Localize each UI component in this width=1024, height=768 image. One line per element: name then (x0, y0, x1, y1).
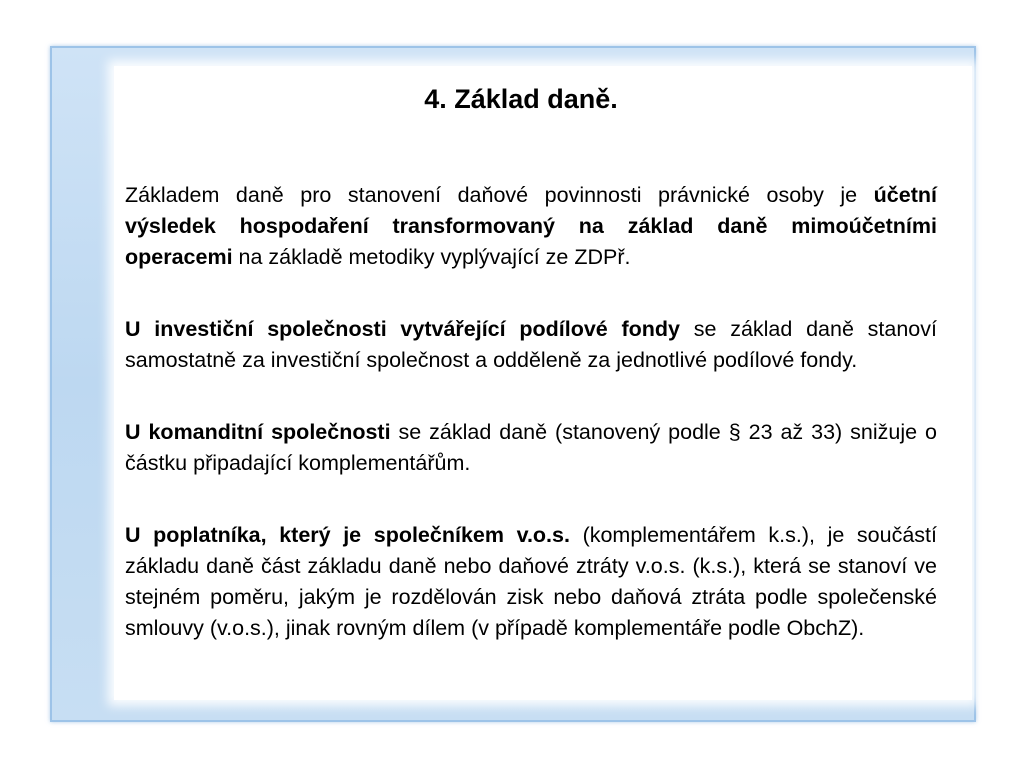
paragraph-emphasis: U poplatníka, který je společníkem v.o.s. (125, 523, 570, 547)
paragraph-text: Základem daně pro stanovení daňové povinnosti právnické osoby je (125, 183, 874, 207)
paragraph-komanditni-spolecnost (125, 417, 937, 479)
paragraph-emphasis: U komanditní společnosti (125, 420, 391, 444)
paragraph-zaklad-dane (125, 180, 937, 273)
paragraph-text: se základ daně (stanovený podle § 23 až 33) snižuje o částku připadající komplementářům. (125, 420, 937, 475)
paragraph-text: se základ daně stanoví samostatně za investiční společnost a odděleně za jednotlivé podílové fondy. (125, 317, 937, 372)
paragraph-text: na základě metodiky vyplývající ze ZDPř. (232, 245, 631, 269)
paragraph-emphasis: U investiční společnosti vytvářející podílové fondy (125, 317, 680, 341)
slide-title: 4. Základ daně. (424, 84, 618, 114)
paragraph-poplatnik-vos (125, 520, 937, 644)
paragraph-emphasis: účetní výsledek hospodaření transformovaný na základ daně mimoúčetními operacemi (125, 183, 937, 269)
paragraph-investicni-spolecnost (125, 314, 937, 376)
slide-body (125, 180, 937, 644)
paragraph-text: (komplementářem k.s.), je součástí základu daně část základu daně nebo daňové ztráty v.o.s. (k.s.), která se stanoví ve stejném poměru, jakým je rozdělován zisk nebo daňová ztráta podle společenské smlouvy (v.o.s.), jinak rovným dílem (v případě komplementáře podle ObchZ). (125, 523, 938, 640)
